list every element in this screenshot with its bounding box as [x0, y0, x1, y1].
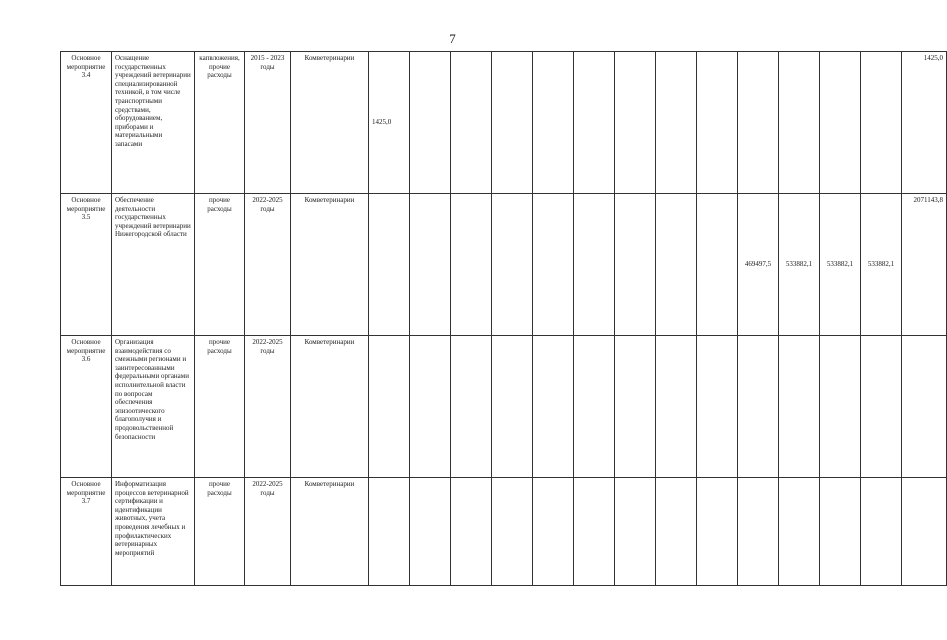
value-cell: [656, 194, 697, 336]
value-cell: [697, 52, 738, 194]
table-row: [61, 336, 947, 478]
value-cell: 533882,1: [820, 194, 861, 336]
table-row: [61, 52, 947, 194]
value-cell: [738, 478, 779, 586]
expense-type: прочие расходы: [195, 336, 245, 478]
event-name: Основное мероприятие 3.7: [61, 478, 112, 586]
value-cell: [574, 336, 615, 478]
page-number: 7: [449, 31, 456, 46]
program-events-table: [60, 51, 947, 586]
value-cell: [451, 52, 492, 194]
total-cell: [902, 478, 947, 586]
value-cell: [574, 52, 615, 194]
value-cell: [697, 194, 738, 336]
value-cell: [820, 336, 861, 478]
value-cell: [656, 336, 697, 478]
value-cell: [451, 194, 492, 336]
value-cell: [533, 52, 574, 194]
value-cell: [410, 478, 451, 586]
event-description: Оснащение государственных учреждений ветеринарии специализированной техникой, в том числе транспортными средствами, оборудованием, приборами и материальными запасами: [112, 52, 195, 194]
value-cell: [492, 336, 533, 478]
value-cell: 469497,5: [738, 194, 779, 336]
value-cell: [492, 52, 533, 194]
executor: Комветеринарии: [291, 194, 369, 336]
event-name: Основное мероприятие 3.6: [61, 336, 112, 478]
value-cell: [369, 478, 410, 586]
value-cell: [574, 194, 615, 336]
value-cell: [615, 336, 656, 478]
value-cell: 533882,1: [779, 194, 820, 336]
value-cell: [410, 52, 451, 194]
value-cell: [656, 52, 697, 194]
period: 2022-2025 годы: [245, 336, 291, 478]
total-cell: [902, 336, 947, 478]
value-cell: [861, 52, 902, 194]
value-cell: 533882,1: [861, 194, 902, 336]
value-cell: [369, 194, 410, 336]
event-description: Организация взаимодействия со смежными регионами и заинтересованными федеральными органами исполнительной власти по вопросам обеспечения эпизоотического благополучия и продовольственной безопасности: [112, 336, 195, 478]
expense-type: прочие расходы: [195, 194, 245, 336]
period: 2022-2025 годы: [245, 194, 291, 336]
value-cell: [492, 194, 533, 336]
table-row: [61, 194, 947, 336]
value-cell: [533, 478, 574, 586]
total-cell: 2071143,8: [902, 194, 947, 336]
executor: Комветеринарии: [291, 336, 369, 478]
value-cell: [820, 478, 861, 586]
total-cell: 1425,0: [902, 52, 947, 194]
event-name: Основное мероприятие 3.5: [61, 194, 112, 336]
value-cell: [656, 478, 697, 586]
executor: Комветеринарии: [291, 52, 369, 194]
value-cell: [615, 478, 656, 586]
event-description: Обеспечение деятельности государственных учреждений ветеринарии Нижегородской области: [112, 194, 195, 336]
value-cell: [738, 336, 779, 478]
value-cell: [697, 478, 738, 586]
value-cell: [451, 478, 492, 586]
value-cell: [779, 478, 820, 586]
value-cell: [410, 336, 451, 478]
value-cell: [410, 194, 451, 336]
value-cell: [697, 336, 738, 478]
event-description: Информатизация процессов ветеринарной сертификации и идентификации животных, учета проведения лечебных и профилактических ветеринарных мероприятий: [112, 478, 195, 586]
value-cell: [820, 52, 861, 194]
value-cell: [779, 336, 820, 478]
value-cell: [738, 52, 779, 194]
executor: Комветеринарии: [291, 478, 369, 586]
expense-type: прочие расходы: [195, 478, 245, 586]
value-cell: [369, 336, 410, 478]
period: 2015 - 2023 годы: [245, 52, 291, 194]
value-cell: [615, 52, 656, 194]
event-name: Основное мероприятие 3.4: [61, 52, 112, 194]
value-cell: [492, 478, 533, 586]
value-cell: [615, 194, 656, 336]
value-cell: [861, 336, 902, 478]
value-cell: [533, 194, 574, 336]
table-row: [61, 478, 947, 586]
value-cell: [451, 336, 492, 478]
value-cell: [861, 478, 902, 586]
period: 2022-2025 годы: [245, 478, 291, 586]
value-cell: [779, 52, 820, 194]
value-cell: 1425,0: [369, 52, 410, 194]
value-cell: [574, 478, 615, 586]
value-cell: [533, 336, 574, 478]
expense-type: капвложения, прочие расходы: [195, 52, 245, 194]
